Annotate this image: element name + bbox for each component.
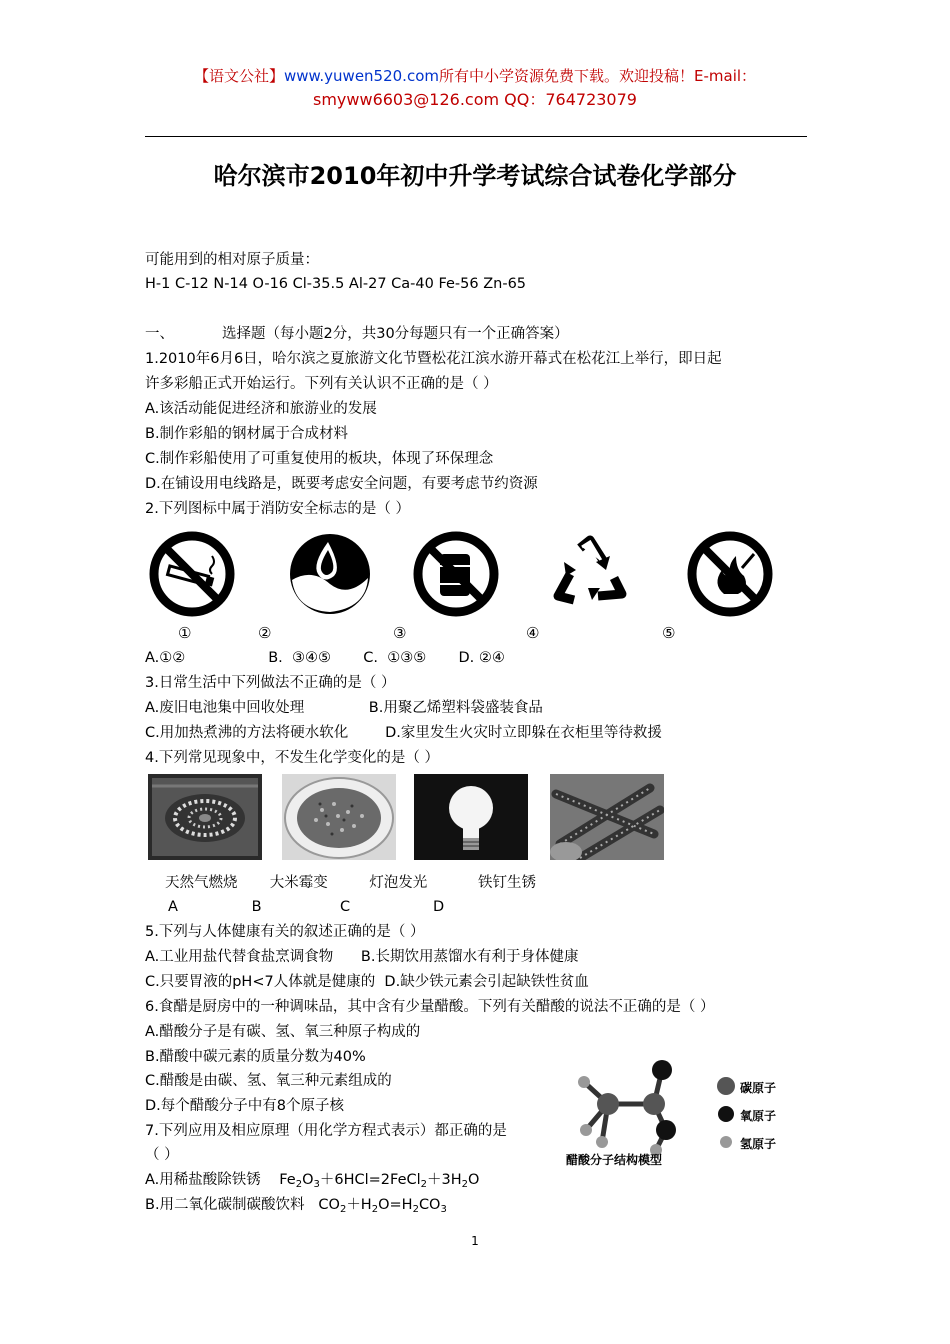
- water-drop-sign: [284, 528, 376, 620]
- rusty-nails-photo: [550, 774, 664, 860]
- page-header: [0, 64, 950, 112]
- sign-number-1: ①: [178, 624, 192, 642]
- light-bulb-photo: [414, 774, 528, 860]
- q6-option-a: A.醋酸分子是有碳、氢、氧三种原子构成的: [145, 1024, 421, 1040]
- page-number: 1: [471, 1234, 479, 1248]
- q5-options-ab: A.工业用盐代替食盐烹调食物 B.长期饮用蒸馏水有利于身体健康: [145, 949, 579, 965]
- q5-stem: 5.下列与人体健康有关的叙述正确的是（ ）: [145, 924, 425, 940]
- gas-stove-photo: [148, 774, 262, 860]
- q6-stem: 6.食醋是厨房中的一种调味品，其中含有少量醋酸。下列有关醋酸的说法不正确的是（ ）: [145, 999, 715, 1015]
- section-heading: [145, 324, 569, 344]
- sign-number-2: ②: [258, 624, 272, 642]
- recycle-sign: [544, 528, 636, 620]
- header-tail: 所有中小学资源免费下载。欢迎投稿！E-mail：: [439, 67, 757, 85]
- model-caption: 醋酸分子结构模型: [566, 1153, 663, 1167]
- header-url[interactable]: www.yuwen520.com: [283, 67, 439, 85]
- carbon-legend-icon: [717, 1077, 735, 1095]
- legend-carbon: 碳原子: [740, 1081, 777, 1095]
- q7-option-a: [145, 1170, 479, 1195]
- q1-option-c: C.制作彩船使用了可重复使用的板块，体现了环保理念: [145, 451, 494, 467]
- page-title: 哈尔滨市2010年初中升学考试综合试卷化学部分: [213, 162, 737, 190]
- q7-option-b-equation: $CO_2+H_2O=H_2CO_3$: [318, 1197, 447, 1215]
- section-text: 选择题（每小题2分，共30分每题只有一个正确答案）: [222, 326, 569, 342]
- header-divider: [145, 136, 807, 137]
- hydrogen-legend-icon: [720, 1136, 732, 1148]
- q7-option-b-text: B.用二氧化碳制碳酸饮料: [145, 1197, 319, 1213]
- header-line-2: smyww6603@126.com QQ：764723079: [313, 90, 637, 109]
- moldy-rice-photo: [282, 774, 396, 860]
- q1-stem-line2: 许多彩船正式开始运行。下列有关认识不正确的是（ ）: [145, 376, 498, 392]
- oxygen-legend-icon: [718, 1106, 734, 1122]
- q5-options-cd: C.只要胃液的pH<7人体就是健康的 D.缺少铁元素会引起缺铁性贫血: [145, 974, 589, 990]
- q2-options: A.①② B. ③④⑤ C. ①③⑤ D. ②④: [145, 650, 505, 666]
- q3-options-cd: C.用加热煮沸的方法将硬水软化 D.家里发生火灾时立即躲在衣柜里等待救援: [145, 725, 662, 741]
- atomic-values: H-1 C-12 N-14 O-16 Cl-35.5 Al-27 Ca-40 Fe-56 Zn-65: [145, 276, 527, 292]
- q6-option-c: C.醋酸是由碳、氢、氧三种元素组成的: [145, 1073, 392, 1089]
- sign-number-4: ④: [526, 624, 540, 642]
- q2-stem: 2.下列图标中属于消防安全标志的是（ ）: [145, 501, 410, 517]
- q1-stem-line1: 1.2010年6月6日，哈尔滨之夏旅游文化节暨松花江滨水游开幕式在松花江上举行，即日起: [145, 351, 722, 367]
- q1-option-b: B.制作彩船的钢材属于合成材料: [145, 426, 349, 442]
- q3-options-ab: A.废旧电池集中回收处理 B.用聚乙烯塑料袋盛装食品: [145, 700, 543, 716]
- legend-hydrogen: 氢原子: [740, 1137, 777, 1151]
- q7-option-b: [145, 1195, 447, 1220]
- sign-number-3: ③: [393, 624, 407, 642]
- q4-letters: A B C D: [168, 899, 445, 915]
- sign-number-5: ⑤: [662, 624, 676, 642]
- q7-option-a-text: A.用稀盐酸除铁锈: [145, 1172, 280, 1188]
- q4-stem: 4.下列常见现象中，不发生化学变化的是（ ）: [145, 750, 439, 766]
- q3-stem: 3.日常生活中下列做法不正确的是（ ）: [145, 675, 396, 691]
- no-fire-sign: [684, 528, 776, 620]
- header-brand: 【语文公社】: [193, 67, 284, 85]
- q4-captions: 天然气燃烧 大米霉变 灯泡发光 铁钉生锈: [165, 875, 536, 891]
- q1-option-a: A.该活动能促进经济和旅游业的发展: [145, 401, 377, 417]
- section-number: 一、: [145, 326, 174, 342]
- q1-option-d: D.在铺设用电线路是，既要考虑安全问题，有要考虑节约资源: [145, 476, 538, 492]
- legend-oxygen: 氧原子: [740, 1109, 777, 1123]
- no-flammable-sign: [410, 528, 502, 620]
- q6-option-d: D.每个醋酸分子中有8个原子核: [145, 1098, 344, 1114]
- q6-option-b: B.醋酸中碳元素的质量分数为40%: [145, 1049, 366, 1065]
- q7-stem: 7.下列应用及相应原理（用化学方程式表示）都正确的是: [145, 1123, 507, 1139]
- header-line-1: [0, 64, 950, 88]
- q7-paren: （ ）: [145, 1147, 179, 1163]
- no-smoking-sign: [146, 528, 238, 620]
- atomic-label: 可能用到的相对原子质量：: [145, 252, 319, 268]
- q7-option-a-equation: $Fe_2O_3+6HCl=2FeCl_2+3H_2O$: [279, 1172, 480, 1190]
